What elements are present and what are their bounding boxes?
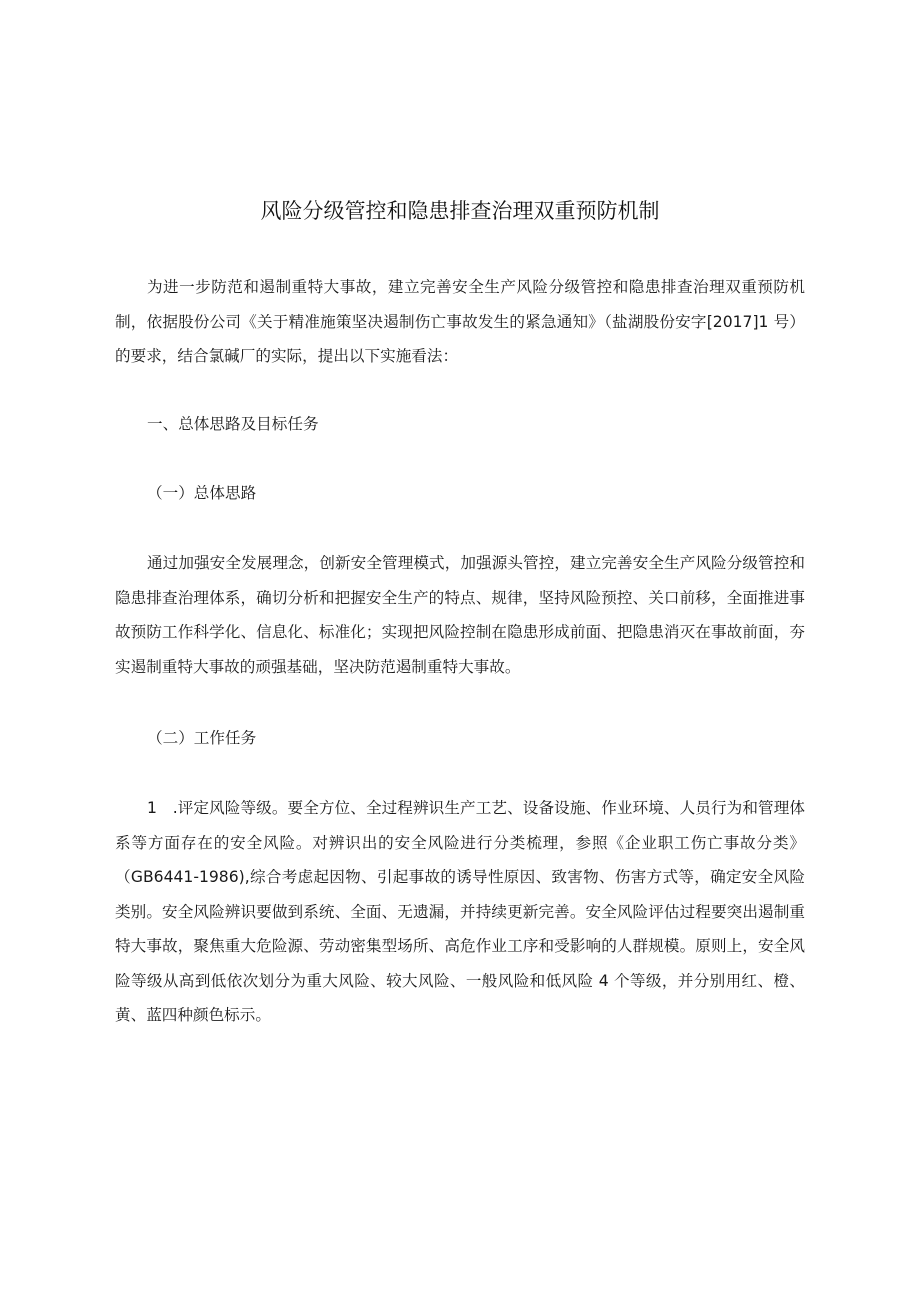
subsection-1-body: 通过加强安全发展理念，创新安全管理模式，加强源头管控，建立完善安全生产风险分级管控和隐患排查治理体系，确切分析和把握安全生产的特点、规律，坚持风险预控、关口前移，全面推进事故预防工作科学化、信息化、标准化；实现把风险控制在隐患形成前面、把隐患消灭在事故前面，夯实遏制重特大事故的顽强基础，坚决防范遏制重特大事故。 <box>115 554 805 676</box>
subsection-heading-2: （二）工作任务 <box>147 729 257 747</box>
subsection-heading-1: （一）总体思路 <box>147 484 257 502</box>
intro-paragraph: 为进一步防范和遏制重特大事故，建立完善安全生产风险分级管控和隐患排查治理双重预防机制，依据股份公司《关于精准施策坚决遏制伤亡事故发生的紧急通知》（盐湖股份安字[2017]1 号）的要求，结合氯碱厂的实际，提出以下实施看法： <box>115 278 805 365</box>
document-title: 风险分级管控和隐患排查治理双重预防机制 <box>260 199 660 223</box>
work-item-1-body: 1 .评定风险等级。要全方位、全过程辨识生产工艺、设备设施、作业环境、人员行为和管理体系等方面存在的安全风险。对辨识出的安全风险进行分类梳理，参照《企业职工伤亡事故分类》（GB6441-1986),综合考虑起因物、引起事故的诱导性原因、致害物、伤害方式等，确定安全风险类别。安全风险辨识要做到系统、全面、无遗漏，并持续更新完善。安全风险评估过程要突出遏制重特大事故，聚焦重大危险源、劳动密集型场所、高危作业工序和受影响的人群规模。原则上，安全风险等级从高到低依次划分为重大风险、较大风险、一般风险和低风险 4 个等级，并分别用红、橙、黄、蓝四种颜色标示。 <box>115 799 805 1024</box>
section-heading-1: 一、总体思路及目标任务 <box>147 415 319 433</box>
